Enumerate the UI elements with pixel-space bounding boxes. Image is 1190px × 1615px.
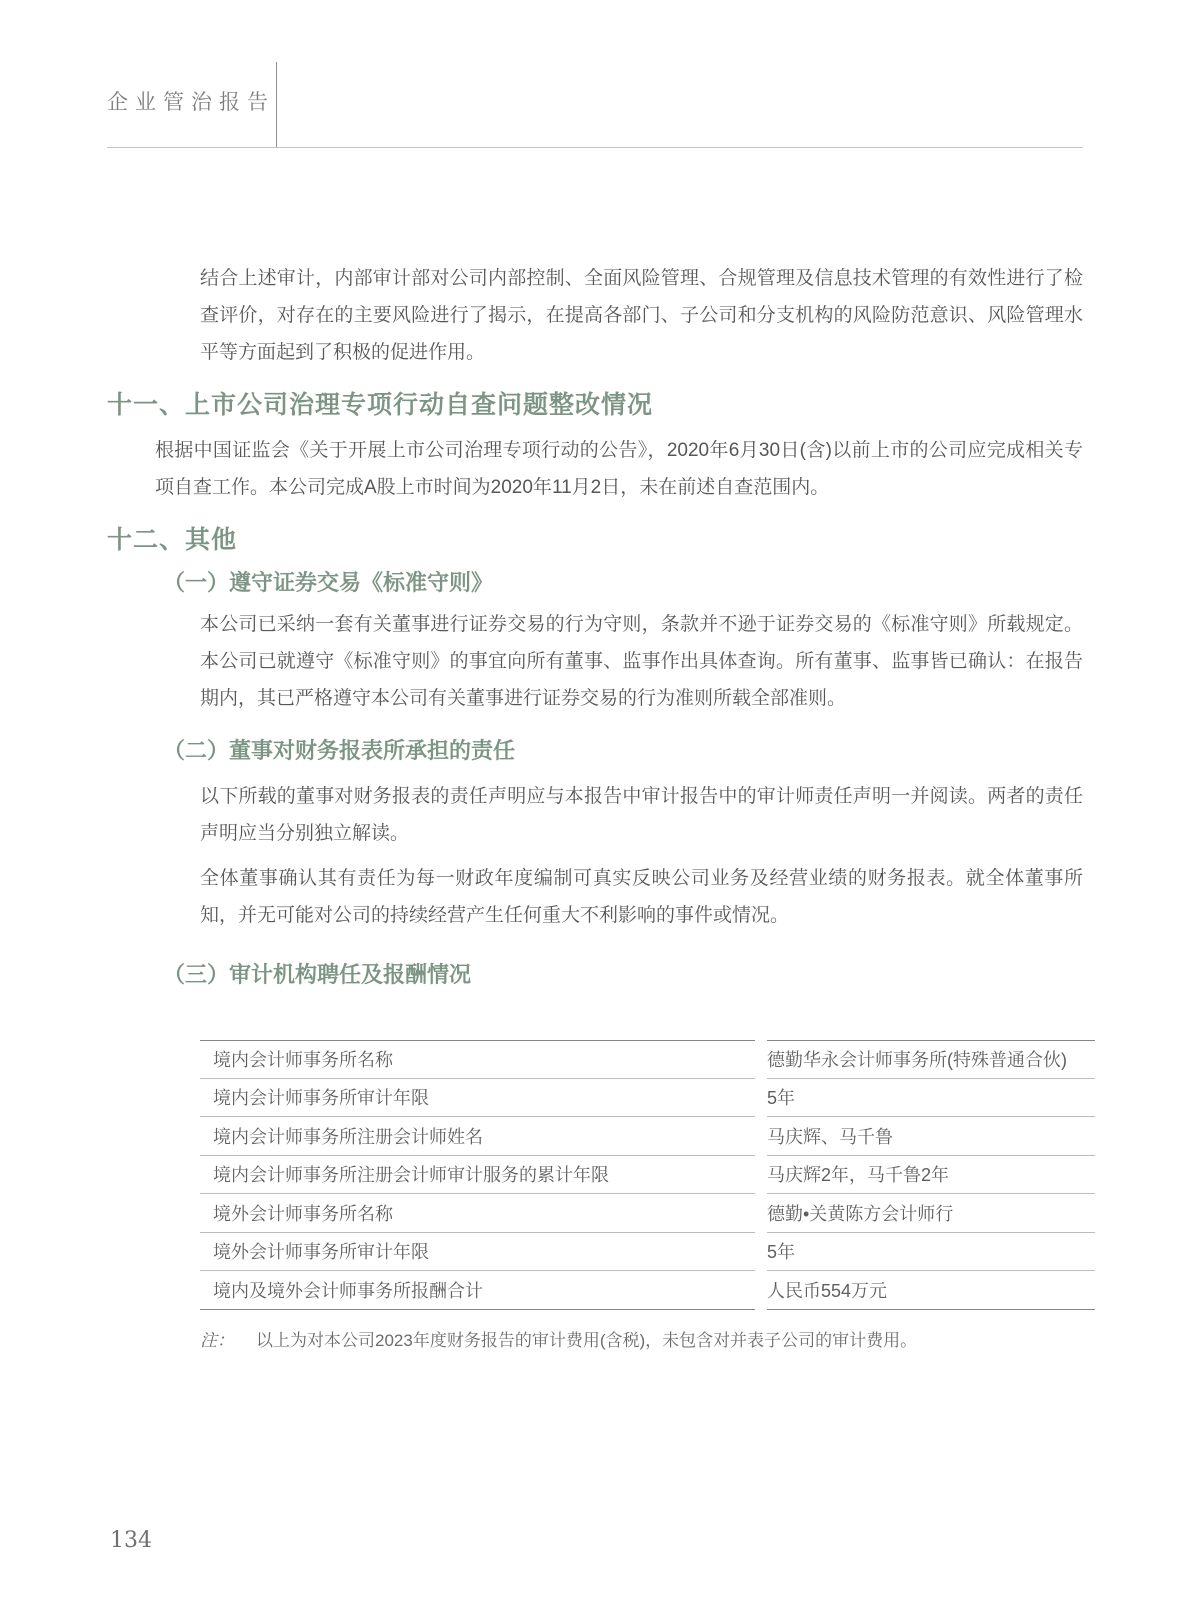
page-number: 134 [110,1528,152,1553]
table-row-value: 人民币554万元 [767,1271,1095,1310]
section-12-heading: 十二、其他 [107,526,238,554]
table-row-label: 境内会计师事务所名称 [200,1040,755,1079]
section-12-sub1-paragraph: 本公司已采纳一套有关董事进行证券交易的行为守则，条款并不逊于证券交易的《标准守则》所载规定。本公司已就遵守《标准守则》的事宜向所有董事、监事作出具体查询。所有董事、监事皆已确认：在报告期内，其已严格遵守本公司有关董事进行证券交易的行为准则所载全部准则。 [200,614,1083,709]
page-header-title: 企业管治报告 [107,90,275,114]
footnote-prefix: 注： [200,1331,234,1351]
section-12-sub2-paragraph-2: 全体董事确认其有责任为每一财政年度编制可真实反映公司业务及经营业绩的财务报表。就全体董事所知，并无可能对公司的持续经营产生任何重大不利影响的事件或情况。 [200,868,1083,926]
table-row-label: 境内及境外会计师事务所报酬合计 [200,1271,755,1310]
table-row [200,1156,1095,1195]
table-row-value: 马庆辉、马千鲁 [767,1117,1095,1156]
intro-paragraph: 结合上述审计，内部审计部对公司内部控制、全面风险管理、合规管理及信息技术管理的有效性进行了检查评价，对存在的主要风险进行了揭示，在提高各部门、子公司和分支机构的风险防范意识、风险管理水平等方面起到了积极的促进作用。 [200,268,1083,363]
section-12-sub2-heading: （二）董事对财务报表所承担的责任 [163,738,516,763]
footnote-text: 以上为对本公司2023年度财务报告的审计费用(含税)，未包含对并表子公司的审计费用。 [256,1331,918,1350]
table-row [200,1040,1095,1079]
audit-firm-table [200,1040,1095,1310]
section-12-sub3-heading: （三）审计机构聘任及报酬情况 [163,962,472,987]
section-11-paragraph: 根据中国证监会《关于开展上市公司治理专项行动的公告》，2020年6月30日(含)以前上市的公司应完成相关专项自查工作。本公司完成A股上市时间为2020年11月2日，未在前述自查范围内。 [155,440,1083,498]
table-footnote [200,1328,1095,1354]
table-row-value: 马庆辉2年，马千鲁2年 [767,1156,1095,1195]
table-row-value: 5年 [767,1079,1095,1118]
table-row-label: 境内会计师事务所审计年限 [200,1079,755,1118]
table-row [200,1079,1095,1118]
header-horizontal-rule [107,147,1083,148]
table-row-label: 境内会计师事务所注册会计师姓名 [200,1117,755,1156]
section-12-sub2-paragraph-1: 以下所载的董事对财务报表的责任声明应与本报告中审计报告中的审计师责任声明一并阅读。两者的责任声明应当分别独立解读。 [200,786,1083,844]
table-row-value: 德勤华永会计师事务所(特殊普通合伙) [767,1040,1095,1079]
table-row-label: 境外会计师事务所审计年限 [200,1233,755,1272]
table-row-label: 境内会计师事务所注册会计师审计服务的累计年限 [200,1156,755,1195]
table-row [200,1117,1095,1156]
header-vertical-divider [276,62,277,147]
table-row-value: 5年 [767,1233,1095,1272]
section-11-heading: 十一、上市公司治理专项行动自查问题整改情况 [107,391,654,419]
table-row [200,1194,1095,1233]
table-row [200,1271,1095,1310]
table-row-value: 德勤•关黄陈方会计师行 [767,1194,1095,1233]
section-12-sub1-heading: （一）遵守证券交易《标准守则》 [163,570,494,595]
table-row-label: 境外会计师事务所名称 [200,1194,755,1233]
table-row [200,1233,1095,1272]
